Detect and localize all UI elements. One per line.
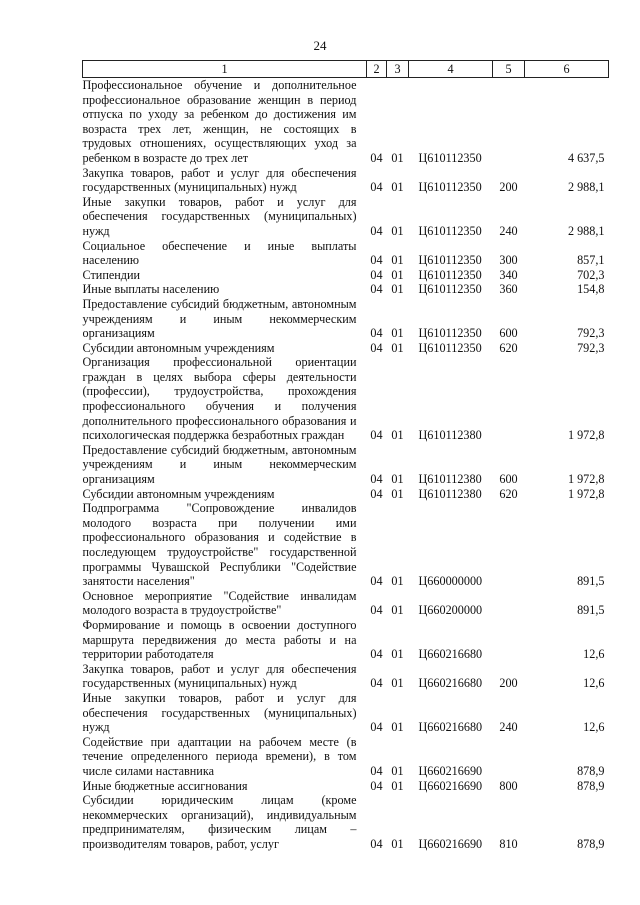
row-target-article: Ц660216690	[418, 778, 483, 793]
header-col-6: 6	[525, 61, 609, 78]
row-amount: 1 972,8	[567, 472, 605, 487]
row-amount: 4 637,5	[567, 150, 605, 165]
row-name: Закупка товаров, работ и услуг для обеспечения государственных (муниципальных) нужд	[82, 165, 357, 195]
row-subsection: 01	[391, 836, 404, 851]
row-name: Предоставление субсидий бюджетным, автономным учреждениям и иным некоммерческим организациям	[82, 442, 357, 487]
row-target-article: Ц660216690	[418, 763, 483, 778]
row-expense-type: 620	[499, 340, 518, 355]
row-name: Субсидии автономным учреждениям	[82, 486, 275, 501]
row-subsection: 01	[391, 267, 404, 282]
table-row	[83, 297, 609, 341]
row-amount: 2 988,1	[567, 180, 605, 195]
row-name: Стипендии	[82, 267, 141, 282]
row-section: 04	[370, 574, 383, 589]
row-amount: 857,1	[577, 253, 605, 268]
row-expense-type: 240	[499, 223, 518, 238]
row-expense-type: 620	[499, 486, 518, 501]
table-row	[83, 268, 609, 283]
row-expense-type	[493, 735, 525, 779]
row-target-article: Ц660200000	[418, 603, 483, 618]
row-name: Подпрограмма "Сопровождение инвалидов молодого возраста при получении ими профессионального образования и содействие в последующем трудоустройстве" государственной программы Чувашской Республики "Содействие занятости населения"	[82, 501, 357, 589]
row-subsection: 01	[391, 428, 404, 443]
row-name: Иные выплаты населению	[82, 282, 220, 297]
table-row	[83, 487, 609, 502]
row-name: Закупка товаров, работ и услуг для обеспечения государственных (муниципальных) нужд	[82, 661, 357, 691]
row-expense-type	[493, 78, 525, 166]
row-section: 04	[370, 180, 383, 195]
table-row	[83, 793, 609, 851]
row-name: Профессиональное обучение и дополнительное профессиональное образование женщин в период отпуска по уходу за ребенком до достижения им возраста трех лет, женщин, не состоящих в трудовых отношениях, осуществляющих уход за ребенком в возрасте до трех лет	[82, 78, 357, 165]
row-section: 04	[370, 340, 383, 355]
table-row	[83, 501, 609, 589]
row-section: 04	[370, 647, 383, 662]
row-target-article: Ц610112350	[418, 340, 482, 355]
row-expense-type: 200	[499, 180, 518, 195]
table-body	[83, 78, 609, 852]
row-name: Организация профессиональной ориентации граждан в целях выбора сферы деятельности (профессии), трудоустройства, прохождения профессионального обучения и получения дополнительного профессионального образования и психологическая поддержка безработных граждан	[82, 355, 357, 443]
row-target-article: Ц610112380	[418, 472, 482, 487]
row-section: 04	[370, 836, 383, 851]
row-amount: 12,6	[583, 720, 605, 735]
row-expense-type: 360	[499, 282, 518, 297]
row-name: Субсидии автономным учреждениям	[82, 340, 275, 355]
header-col-5: 5	[493, 61, 525, 78]
row-section: 04	[370, 267, 383, 282]
row-amount: 891,5	[577, 574, 605, 589]
row-subsection: 01	[391, 647, 404, 662]
row-section: 04	[370, 253, 383, 268]
row-subsection: 01	[391, 763, 404, 778]
row-expense-type	[493, 618, 525, 662]
page-number: 24	[313, 38, 327, 53]
header-col-1: 1	[83, 61, 367, 78]
row-name: Предоставление субсидий бюджетным, автономным учреждениям и иным некоммерческим организациям	[82, 296, 357, 341]
header-col-4: 4	[409, 61, 493, 78]
row-expense-type: 800	[499, 778, 518, 793]
row-subsection: 01	[391, 720, 404, 735]
row-target-article: Ц610112380	[418, 428, 482, 443]
row-amount: 12,6	[583, 676, 605, 691]
row-section: 04	[370, 223, 383, 238]
row-expense-type: 600	[499, 326, 518, 341]
row-amount: 1 972,8	[567, 428, 605, 443]
row-amount: 878,9	[577, 763, 605, 778]
row-expense-type: 200	[499, 676, 518, 691]
row-subsection: 01	[391, 486, 404, 501]
row-subsection: 01	[391, 574, 404, 589]
row-section: 04	[370, 603, 383, 618]
row-expense-type	[493, 501, 525, 589]
row-section: 04	[370, 676, 383, 691]
row-section: 04	[370, 150, 383, 165]
header-col-3: 3	[387, 61, 409, 78]
row-name: Содействие при адаптации на рабочем месте (в течение определенного периода времени), в том числе силами наставника	[82, 734, 357, 778]
row-amount: 878,9	[577, 778, 605, 793]
row-amount: 792,3	[577, 340, 605, 355]
table-header	[83, 61, 609, 78]
row-expense-type: 300	[499, 253, 518, 268]
row-target-article: Ц610112350	[418, 253, 482, 268]
table-row	[83, 239, 609, 268]
row-section: 04	[370, 778, 383, 793]
table-row	[83, 662, 609, 691]
row-section: 04	[370, 282, 383, 297]
table-row	[83, 166, 609, 195]
row-subsection: 01	[391, 253, 404, 268]
row-expense-type: 240	[499, 720, 518, 735]
row-amount: 12,6	[583, 647, 605, 662]
row-amount: 792,3	[577, 326, 605, 341]
row-target-article: Ц660000000	[418, 574, 483, 589]
row-target-article: Ц660216680	[418, 647, 483, 662]
table-row	[83, 735, 609, 779]
row-expense-type: 810	[499, 836, 518, 851]
row-name: Формирование и помощь в освоении доступного маршрута передвижения до места работы и на территории работодателя	[82, 617, 357, 662]
row-subsection: 01	[391, 326, 404, 341]
row-subsection: 01	[391, 472, 404, 487]
row-amount: 154,8	[577, 282, 605, 297]
row-target-article: Ц660216680	[418, 720, 483, 735]
row-name: Иные закупки товаров, работ и услуг для обеспечения государственных (муниципальных) нужд	[82, 194, 357, 238]
row-subsection: 01	[391, 340, 404, 355]
row-amount: 891,5	[577, 603, 605, 618]
row-target-article: Ц610112350	[418, 326, 482, 341]
row-subsection: 01	[391, 778, 404, 793]
row-subsection: 01	[391, 150, 404, 165]
table-row	[83, 78, 609, 166]
row-amount: 1 972,8	[567, 486, 605, 501]
table-row	[83, 691, 609, 735]
row-target-article: Ц610112350	[418, 180, 482, 195]
table-row	[83, 589, 609, 618]
row-target-article: Ц610112350	[418, 267, 482, 282]
table-row	[83, 341, 609, 356]
row-section: 04	[370, 326, 383, 341]
row-subsection: 01	[391, 676, 404, 691]
row-section: 04	[370, 428, 383, 443]
row-amount: 702,3	[577, 267, 605, 282]
row-section: 04	[370, 486, 383, 501]
row-section: 04	[370, 472, 383, 487]
row-name: Иные закупки товаров, работ и услуг для обеспечения государственных (муниципальных) нужд	[82, 690, 357, 735]
row-target-article: Ц610112380	[418, 486, 482, 501]
row-section: 04	[370, 720, 383, 735]
table-row	[83, 195, 609, 239]
row-target-article: Ц610112350	[418, 223, 482, 238]
budget-table	[82, 60, 609, 851]
table-row	[83, 443, 609, 487]
row-section: 04	[370, 763, 383, 778]
table-row	[83, 282, 609, 297]
row-subsection: 01	[391, 180, 404, 195]
row-expense-type	[493, 589, 525, 618]
row-target-article: Ц610112350	[418, 150, 482, 165]
row-amount: 2 988,1	[567, 223, 605, 238]
row-name: Иные бюджетные ассигнования	[82, 778, 248, 793]
row-name: Основное мероприятие "Содействие инвалидам молодого возраста в трудоустройстве"	[82, 588, 357, 618]
row-subsection: 01	[391, 603, 404, 618]
row-expense-type	[493, 355, 525, 443]
header-col-2: 2	[367, 61, 387, 78]
table-row	[83, 618, 609, 662]
row-target-article: Ц610112350	[418, 282, 482, 297]
row-name: Социальное обеспечение и иные выплаты населению	[82, 238, 357, 268]
row-target-article: Ц660216680	[418, 676, 483, 691]
row-amount: 878,9	[577, 836, 605, 851]
table-row	[83, 355, 609, 443]
row-subsection: 01	[391, 282, 404, 297]
row-expense-type: 340	[499, 267, 518, 282]
row-name: Субсидии юридическим лицам (кроме некоммерческих организаций), индивидуальным предпринимателям, физическим лицам – производителям товаров, работ, услуг	[82, 793, 357, 851]
row-subsection: 01	[391, 223, 404, 238]
row-expense-type: 600	[499, 472, 518, 487]
table-row	[83, 779, 609, 794]
row-target-article: Ц660216690	[418, 836, 483, 851]
